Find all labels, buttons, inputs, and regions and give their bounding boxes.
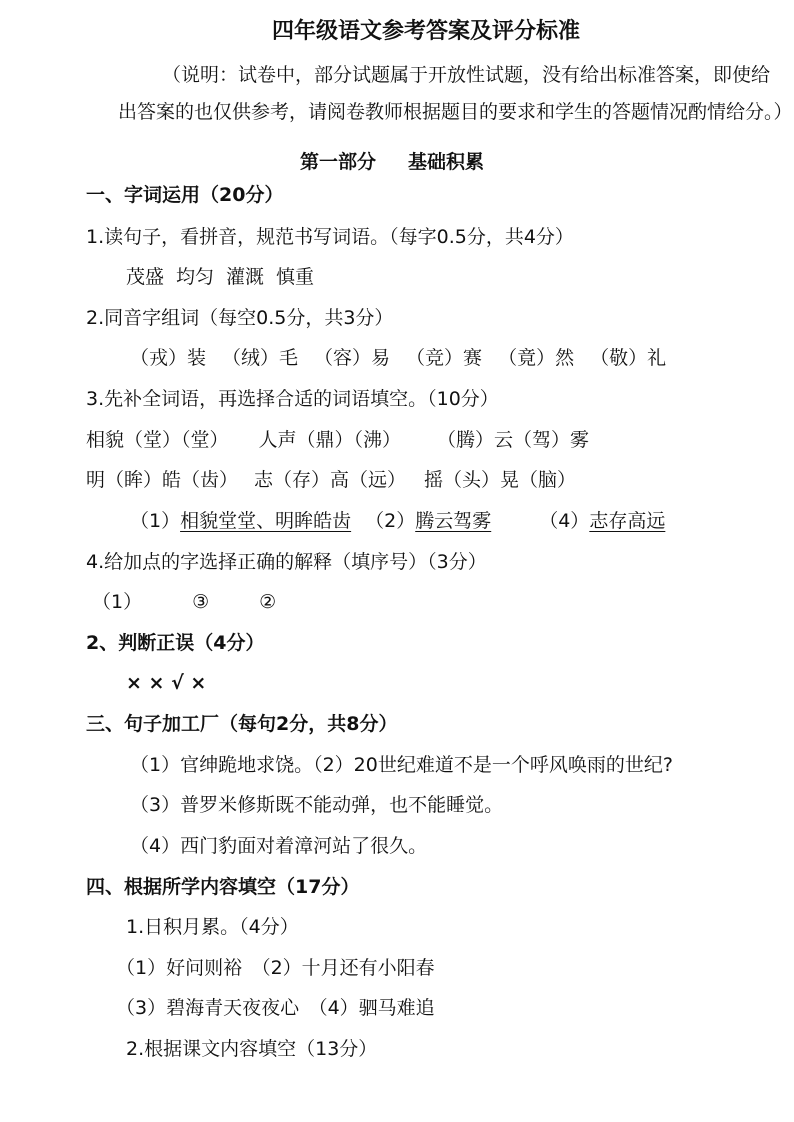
s4-q2-text: 2.根据课文内容填空（13分） [126, 1038, 378, 1060]
q3-row-1 [86, 428, 589, 452]
fill-number: （4） [539, 510, 590, 532]
fill-answer: 相貌堂堂、明眸皓齿 [180, 510, 352, 532]
answer-word: （竟）然 [498, 347, 575, 369]
answer-word: 灌溉 [226, 266, 265, 288]
s4-q1-text: 1.日积月累。（4分） [126, 916, 299, 938]
q1-text: 1.读句子，看拼音，规范书写词语。（每字0.5分，共4分） [86, 226, 574, 248]
answer-word: 慎重 [276, 266, 315, 288]
word-blank: 摇（头）晃（脑） [424, 469, 577, 491]
answer-word: 均匀 [176, 266, 215, 288]
answer-word: （竞）赛 [406, 347, 483, 369]
q2-answers [130, 346, 666, 370]
q2-text: 2.同音字组词（每空0.5分，共3分） [86, 307, 394, 329]
word-blank: （腾）云（驾）雾 [437, 429, 590, 451]
answer-word: （敬）礼 [590, 347, 667, 369]
page-title: 四年级语文参考答案及评分标准 [272, 19, 581, 44]
answer-word: （戎）装 [130, 347, 207, 369]
word-blank: 志（存）高（远） [254, 469, 407, 491]
q3-fill [130, 509, 665, 533]
judgement-answers: × × √ × [126, 672, 207, 694]
note-line-1: （说明：试卷中，部分试题属于开放性试题，没有给出标准答案，即使给 [162, 64, 771, 86]
section-3-heading: 三、句子加工厂（每句2分，共8分） [86, 713, 398, 735]
sentence-line: （4）西门豹面对着漳河站了很久。 [130, 835, 428, 857]
q1-answers [126, 265, 314, 289]
note-line-2: 出答案的也仅供参考，请阅卷教师根据题目的要求和学生的答题情况酌情给分。） [118, 101, 793, 123]
fill-number: （1） [130, 510, 181, 532]
fill-answer: 腾云驾雾 [415, 510, 492, 532]
sentence-line: （3）普罗米修斯既不能动弹，也不能睡觉。 [130, 794, 504, 816]
answer-item: ③ [192, 591, 210, 613]
section-1-heading: 一、字词运用（20分） [86, 184, 284, 206]
answer-word: 茂盛 [126, 266, 165, 288]
part-heading [300, 150, 484, 174]
q3-text: 3.先补全词语，再选择合适的词语填空。（10分） [86, 388, 499, 410]
answer-item: （1） [92, 591, 143, 613]
part-label: 第一部分 [300, 151, 377, 173]
answer-item: ② [259, 591, 277, 613]
fill-number: （2） [365, 510, 416, 532]
answer-word: （绒）毛 [222, 347, 299, 369]
fill-answer: 志存高远 [589, 510, 666, 532]
q4-text: 4.给加点的字选择正确的解释（填序号）（3分） [86, 551, 487, 573]
answer-word: （容）易 [314, 347, 391, 369]
section-4-heading: 四、根据所学内容填空（17分） [86, 876, 360, 898]
q3-row-2 [86, 468, 576, 492]
section-2-heading: 2、判断正误（4分） [86, 632, 265, 654]
word-blank: 明（眸）皓（齿） [86, 469, 239, 491]
sentence-line: （1）官绅跪地求饶。（2）20世纪难道不是一个呼风唤雨的世纪? [130, 754, 673, 776]
part-name: 基础积累 [408, 151, 485, 173]
s4-q1-line: （3）碧海青天夜夜心 （4）驷马难追 [116, 997, 435, 1019]
word-blank: 人声（鼎）（沸） [258, 429, 402, 451]
word-blank: 相貌（堂）（堂） [86, 429, 229, 451]
s4-q1-line: （1）好问则裕 （2）十月还有小阳春 [116, 957, 435, 979]
q4-answers [92, 590, 276, 614]
